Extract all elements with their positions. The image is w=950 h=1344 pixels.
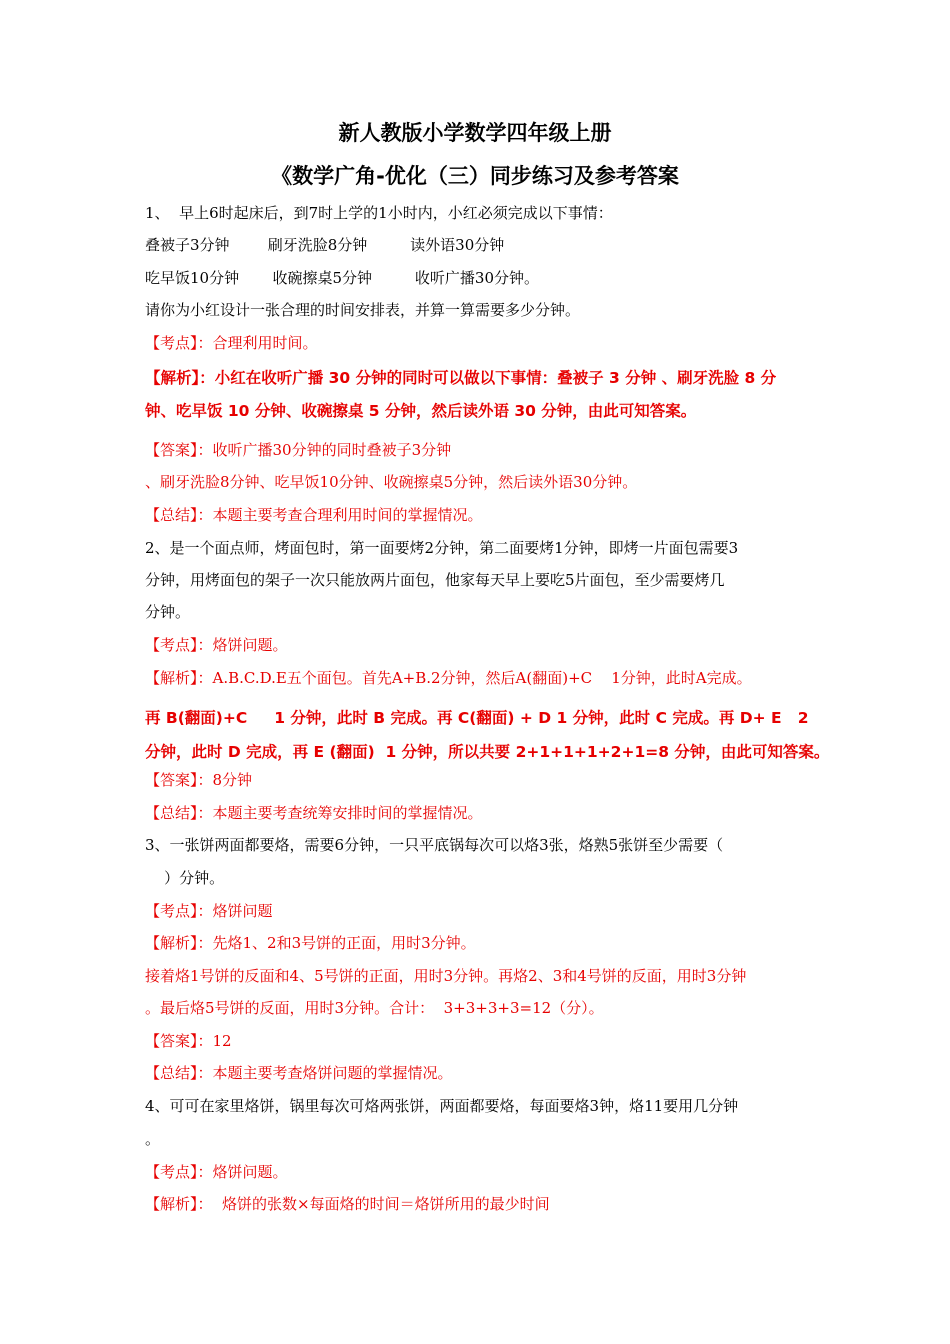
analysis-cont: 分钟，此时 D 完成，再 E (翻面) 1 分钟，所以共要 2+1+1+1+2+1=8 分钟，由此可知答案。 [145,743,830,761]
document-subtitle: 《数学广角-优化（三）同步练习及参考答案 [271,164,679,188]
key-point: 【考点】：烙饼问题 [145,902,273,920]
analysis-cont: 再 B(翻面)+C 1 分钟，此时 B 完成。再 C(翻面) + D 1 分钟，此时 C 完成。再 D+ E 2 [145,709,809,727]
answer: 【答案】：收听广播30分钟的同时叠被子3分钟 [145,441,452,459]
analysis: 【解析】：A.B.C.D.E五个面包。首先A+B.2分钟，然后A(翻面)+C 1分钟，此时A完成。 [145,669,752,687]
question-text: 请你为小红设计一张合理的时间安排表，并算一算需要多少分钟。 [145,301,581,319]
answer: 【答案】：8分钟 [145,771,253,789]
question-3: 3、一张饼两面都要烙，需要6分钟，一只平底锅每次可以烙3张，烙熟5张饼至少需要（ [145,836,724,854]
question-text: 分钟。 [145,603,191,621]
key-point: 【考点】：烙饼问题。 [145,1163,288,1181]
question-text: 。 [145,1130,161,1148]
analysis-cont: 钟、吃早饭 10 分钟、收碗擦桌 5 分钟，然后读外语 30 分钟，由此可知答案。 [145,402,697,420]
question-2: 2、是一个面点师，烤面包时，第一面要烤2分钟，第二面要烤1分钟，即烤一片面包需要3 [145,539,739,557]
summary: 【总结】：本题主要考查烙饼问题的掌握情况。 [145,1064,453,1082]
analysis-cont: 。最后烙5号饼的反面，用时3分钟。合计： 3+3+3+3=12（分）。 [145,999,604,1017]
document-title: 新人教版小学数学四年级上册 [338,121,612,145]
question-4: 4、可可在家里烙饼，锅里每次可烙两张饼，两面都要烙，每面要烙3钟，烙11要用几分钟 [145,1097,739,1115]
analysis: 【解析】：小红在收听广播 30 分钟的同时可以做以下事情：叠被子 3 分钟 、刷牙洗脸 8 分 [145,369,777,387]
question-text: 分钟，用烤面包的架子一次只能放两片面包，他家每天早上要吃5片面包，至少需要烤几 [145,571,725,589]
task-row: 吃早饭10分钟 收碗擦桌5分钟 收听广播30分钟。 [145,269,540,287]
summary: 【总结】：本题主要考查统筹安排时间的掌握情况。 [145,804,483,822]
key-point: 【考点】：合理利用时间。 [145,334,318,352]
analysis: 【解析】：先烙1、2和3号饼的正面，用时3分钟。 [145,934,476,952]
question-text: ）分钟。 [145,869,225,887]
summary: 【总结】：本题主要考查合理利用时间的掌握情况。 [145,506,483,524]
question-1: 1、 早上6时起床后，到7时上学的1小时内，小红必须完成以下事情： [145,204,613,222]
analysis: 【解析】： 烙饼的张数×每面烙的时间＝烙饼所用的最少时间 [145,1195,550,1213]
answer: 【答案】：12 [145,1032,232,1050]
answer-cont: 、刷牙洗脸8分钟、吃早饭10分钟、收碗擦桌5分钟，然后读外语30分钟。 [145,473,638,491]
analysis-cont: 接着烙1号饼的反面和4、5号饼的正面，用时3分钟。再烙2、3和4号饼的反面，用时3分钟 [145,967,747,985]
task-row: 叠被子3分钟 刷牙洗脸8分钟 读外语30分钟 [145,236,505,254]
key-point: 【考点】：烙饼问题。 [145,636,288,654]
